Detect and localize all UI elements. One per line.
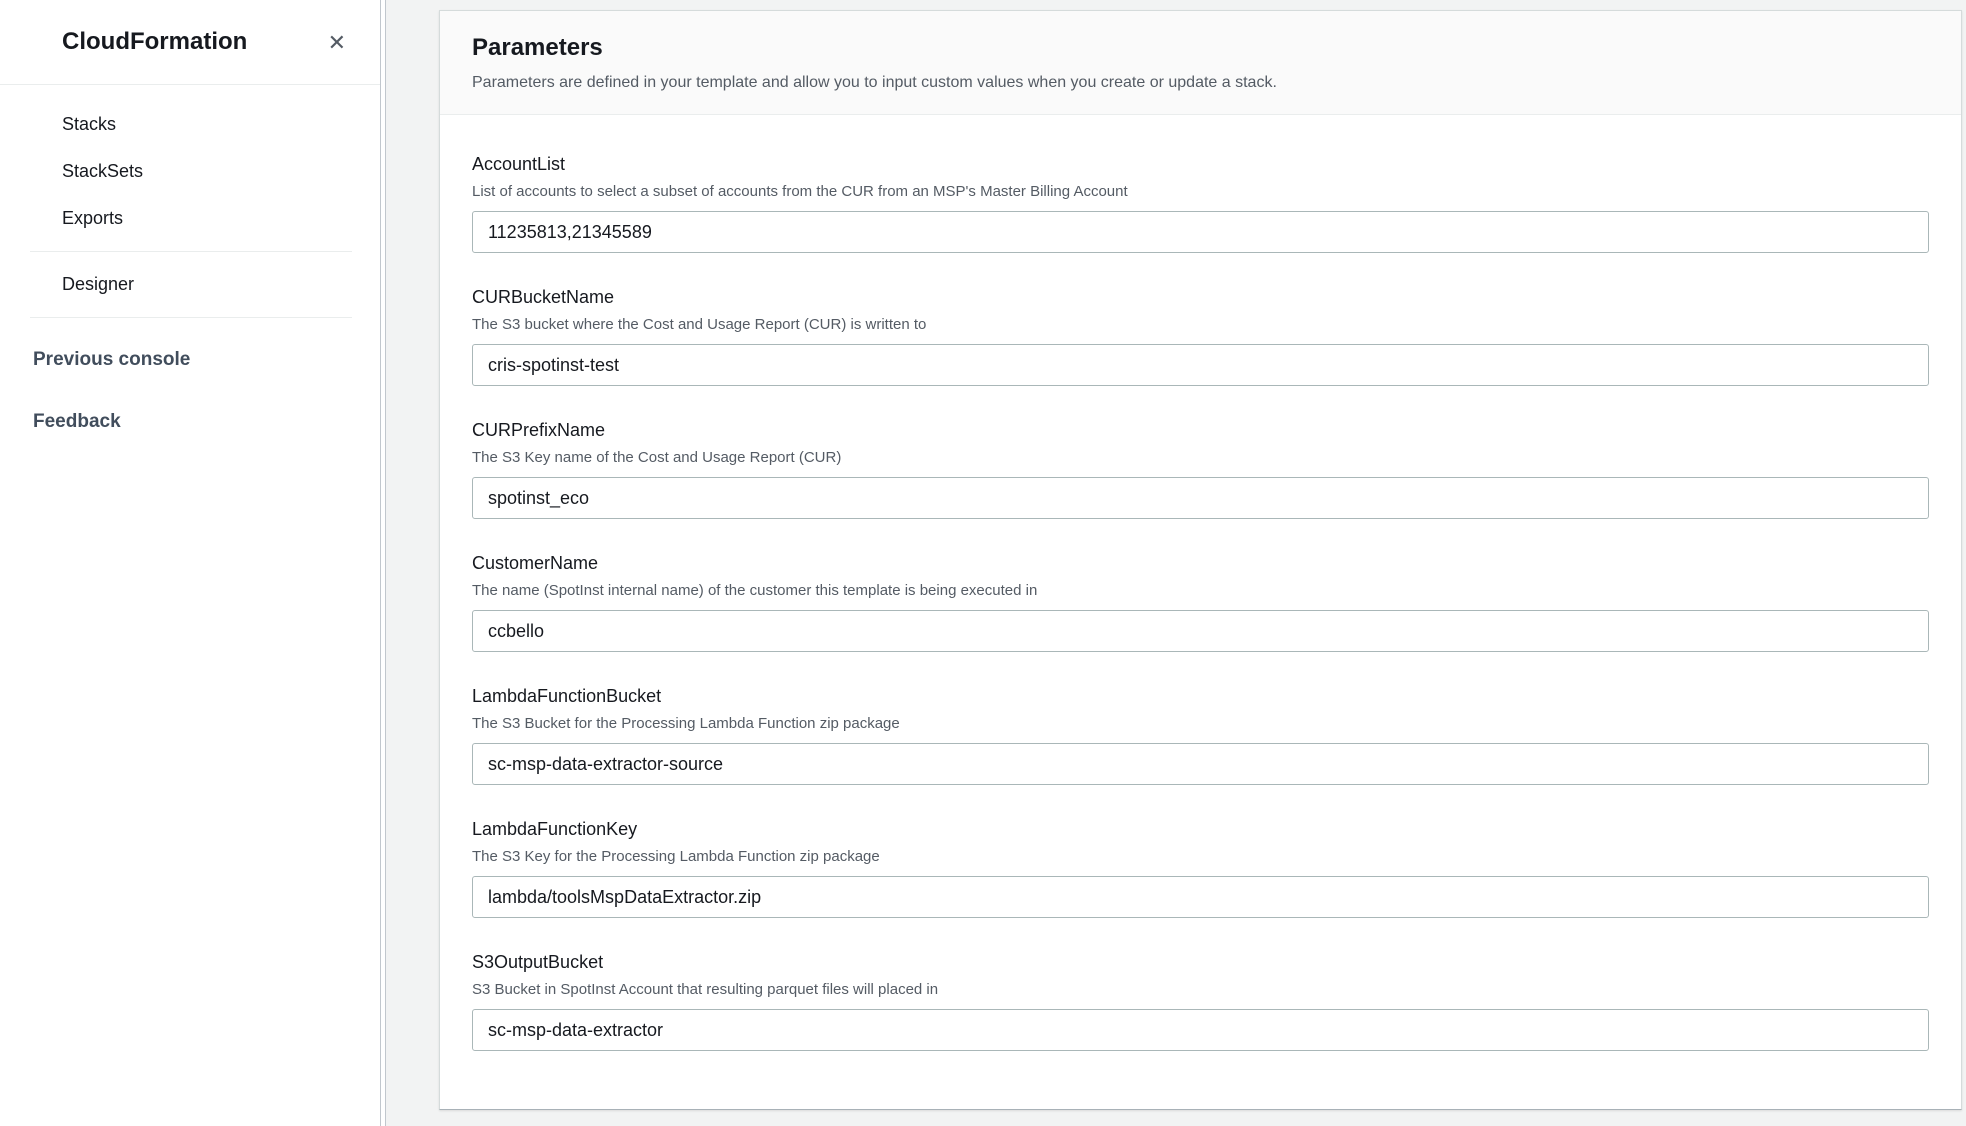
field-curprefixname <box>472 419 1929 519</box>
field-description: S3 Bucket in SpotInst Account that resulting parquet files will placed in <box>472 981 939 998</box>
field-curbucketname <box>472 286 1929 386</box>
s3outputbucket-input[interactable] <box>472 1009 1929 1051</box>
panel-title: Parameters <box>472 34 603 61</box>
sidebar-divider <box>30 251 352 252</box>
sidebar-item-stacks[interactable]: Stacks <box>62 114 117 134</box>
customername-input[interactable] <box>472 610 1929 652</box>
sidebar-header <box>0 0 380 85</box>
field-label: CURPrefixName <box>472 420 606 440</box>
field-accountlist <box>472 153 1929 253</box>
field-customername <box>472 552 1929 652</box>
field-label: LambdaFunctionBucket <box>472 686 662 706</box>
field-lambdafunctionbucket <box>472 685 1929 785</box>
field-label: CURBucketName <box>472 287 615 307</box>
field-lambdafunctionkey <box>472 818 1929 918</box>
panel-description: Parameters are defined in your template and allow you to input custom values when you create or update a stack. <box>472 74 1277 91</box>
sidebar-footer <box>0 327 380 473</box>
sidebar-item-exports[interactable]: Exports <box>62 208 124 228</box>
parameters-form <box>440 115 1961 1051</box>
field-s3outputbucket <box>472 951 1929 1051</box>
lambdafunctionkey-input[interactable] <box>472 876 1929 918</box>
field-description: The name (SpotInst internal name) of the customer this template is being executed in <box>472 582 1038 599</box>
sidebar-nav <box>0 85 380 327</box>
sidebar-item-designer[interactable]: Designer <box>62 274 135 294</box>
field-description: The S3 Key name of the Cost and Usage Report (CUR) <box>472 449 842 466</box>
curprefixname-input[interactable] <box>472 477 1929 519</box>
field-description: The S3 Key for the Processing Lambda Function zip package <box>472 848 880 865</box>
parameters-panel <box>439 10 1962 1110</box>
lambdafunctionbucket-input[interactable] <box>472 743 1929 785</box>
field-label: LambdaFunctionKey <box>472 819 638 839</box>
field-description: The S3 Bucket for the Processing Lambda Function zip package <box>472 715 900 732</box>
sidebar-link-feedback[interactable]: Feedback <box>33 411 121 432</box>
sidebar <box>0 0 381 1126</box>
sidebar-title: CloudFormation <box>62 28 248 55</box>
sidebar-link-previous-console[interactable]: Previous console <box>33 349 191 370</box>
sidebar-divider <box>30 317 352 318</box>
field-label: S3OutputBucket <box>472 952 604 972</box>
field-label: AccountList <box>472 154 566 174</box>
close-icon[interactable]: ✕ <box>324 29 350 57</box>
field-description: The S3 bucket where the Cost and Usage Report (CUR) is written to <box>472 316 927 333</box>
curbucketname-input[interactable] <box>472 344 1929 386</box>
sidebar-item-stacksets[interactable]: StackSets <box>62 161 144 181</box>
field-description: List of accounts to select a subset of accounts from the CUR from an MSP's Master Billing Account <box>472 183 1128 200</box>
accountlist-input[interactable] <box>472 211 1929 253</box>
field-label: CustomerName <box>472 553 599 573</box>
main-content <box>386 0 1966 1126</box>
parameters-panel-header <box>440 11 1961 115</box>
